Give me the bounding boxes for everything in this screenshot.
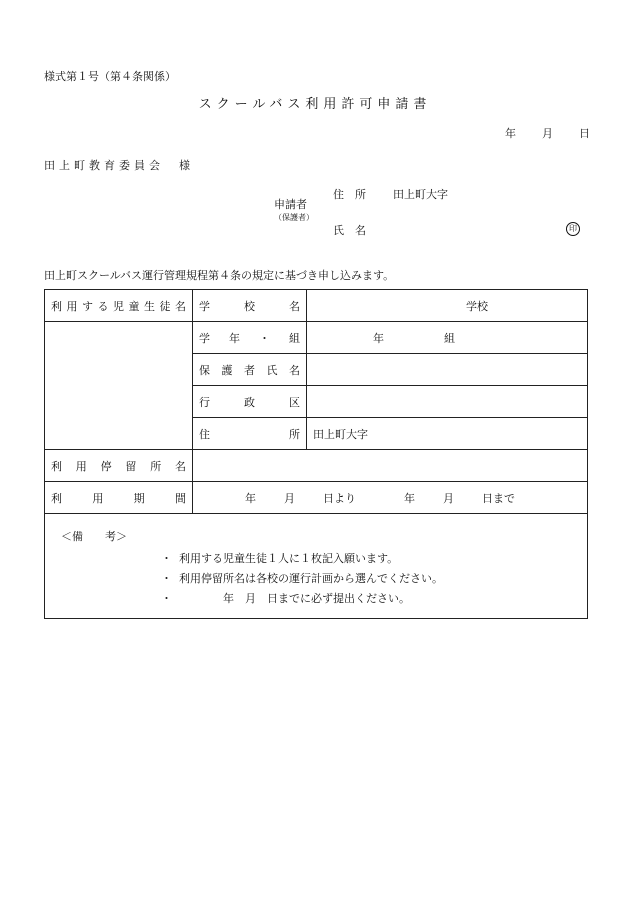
period-end-day: 日まで <box>482 491 515 505</box>
label-char: 者 <box>244 363 255 377</box>
label-char: 用 <box>75 459 87 473</box>
table-row <box>45 482 588 514</box>
label-char: 用 <box>66 299 78 313</box>
address-label <box>199 426 300 442</box>
label-char: 用 <box>92 491 104 505</box>
note-text: 利用する児童生徒１人に１枚記入願います。 <box>179 552 399 565</box>
notes-title: ＜備 考＞ <box>61 530 127 543</box>
label-char: 学 <box>199 331 210 345</box>
address-label-cell <box>193 418 307 450</box>
label-char: 所 <box>150 459 162 473</box>
label-char: 生 <box>144 299 155 313</box>
label-char: す <box>82 299 93 313</box>
period-start-month: 月 <box>284 491 295 505</box>
grade-value-cell[interactable] <box>307 322 588 354</box>
grade-label-cell <box>193 322 307 354</box>
district-label-cell <box>193 386 307 418</box>
document-title: スクールバス利用許可申請書 <box>198 97 432 112</box>
student-name-label <box>51 298 186 314</box>
stop-value-cell[interactable] <box>193 450 588 482</box>
student-name-input-cell[interactable] <box>45 322 193 450</box>
date-year: 年 <box>505 127 516 140</box>
bullet-icon: ・ <box>161 552 172 565</box>
table-row <box>45 322 588 354</box>
guardian-sub-label: （保護者） <box>274 213 314 222</box>
label-char: 間 <box>174 491 186 505</box>
period-end-month: 月 <box>443 491 454 505</box>
label-char: 氏 <box>266 363 278 377</box>
label-char: 行 <box>199 395 210 409</box>
label-char: 徒 <box>159 299 171 313</box>
label-char: 童 <box>128 299 140 313</box>
note-item <box>161 590 410 606</box>
district-label <box>199 394 300 410</box>
school-label-cell <box>193 290 307 322</box>
school-label <box>199 298 300 314</box>
applicant-address-label: 住 所 <box>333 188 366 201</box>
table-row <box>45 450 588 482</box>
seal-mark: 印 <box>566 222 580 236</box>
label-char: 停 <box>100 459 112 473</box>
period-end-year: 年 <box>404 491 415 505</box>
stop-label <box>51 458 186 474</box>
guardian-name-label <box>199 362 300 378</box>
period-label <box>51 490 186 506</box>
stop-label-cell <box>45 450 193 482</box>
applicant-name-label: 氏 名 <box>333 224 366 237</box>
period-start-day: 日より <box>323 491 356 505</box>
label-char: 所 <box>289 427 300 441</box>
label-char: 校 <box>244 299 255 313</box>
intro-text: 田上町スクールバス運行管理規程第４条の規定に基づき申し込みます。 <box>44 269 395 282</box>
date-day: 日 <box>579 127 590 140</box>
application-table <box>44 289 588 619</box>
school-suffix: 学校 <box>466 299 488 313</box>
label-char: 保 <box>199 363 210 377</box>
note-text: 利用停留所名は各校の運行計画から選んでください。 <box>179 572 443 585</box>
date-line <box>505 125 590 141</box>
label-char: 利 <box>51 491 62 505</box>
guardian-name-value-cell[interactable] <box>307 354 588 386</box>
label-char: 利 <box>51 299 62 313</box>
period-start-year: 年 <box>245 491 256 505</box>
label-char: 留 <box>125 459 137 473</box>
label-char: 名 <box>174 459 186 473</box>
guardian-name-label-cell <box>193 354 307 386</box>
label-char: 名 <box>289 363 300 377</box>
label-char: 住 <box>199 427 210 441</box>
label-char: 政 <box>244 395 255 409</box>
bullet-icon: ・ <box>161 572 172 585</box>
period-value-cell[interactable] <box>193 482 588 514</box>
note-text: 年 月 日までに必ず提出ください。 <box>179 592 410 605</box>
grade-year: 年 <box>373 331 384 345</box>
label-char: 年 <box>229 331 240 345</box>
address-value-cell[interactable] <box>307 418 588 450</box>
table-row <box>45 514 588 619</box>
label-char: 名 <box>175 299 186 313</box>
notes-cell <box>45 514 588 619</box>
district-value-cell[interactable] <box>307 386 588 418</box>
table-row <box>45 290 588 322</box>
applicant-label: 申請者 <box>274 198 307 211</box>
label-char: ・ <box>259 331 270 345</box>
label-char: る <box>97 299 109 313</box>
notes-section <box>45 514 587 618</box>
applicant-address-value: 田上町大字 <box>393 188 448 201</box>
grade-label <box>199 330 300 346</box>
date-month: 月 <box>542 127 553 140</box>
period-label-cell <box>45 482 193 514</box>
label-char: 利 <box>51 459 62 473</box>
address-value: 田上町大字 <box>313 427 368 441</box>
student-name-label-cell <box>45 290 193 322</box>
form-number: 様式第１号（第４条関係） <box>44 70 176 83</box>
note-item <box>161 550 398 566</box>
label-char: 期 <box>133 491 145 505</box>
school-value-cell[interactable] <box>307 290 588 322</box>
bullet-icon: ・ <box>161 592 172 605</box>
label-char: 児 <box>113 299 124 313</box>
note-item <box>161 570 443 586</box>
recipient: 田上町教育委員会 様 <box>44 159 194 172</box>
label-char: 護 <box>221 363 233 377</box>
label-char: 区 <box>289 395 300 409</box>
label-char: 組 <box>289 331 300 345</box>
label-char: 学 <box>199 299 210 313</box>
label-char: 名 <box>289 299 300 313</box>
grade-class: 組 <box>444 331 455 345</box>
